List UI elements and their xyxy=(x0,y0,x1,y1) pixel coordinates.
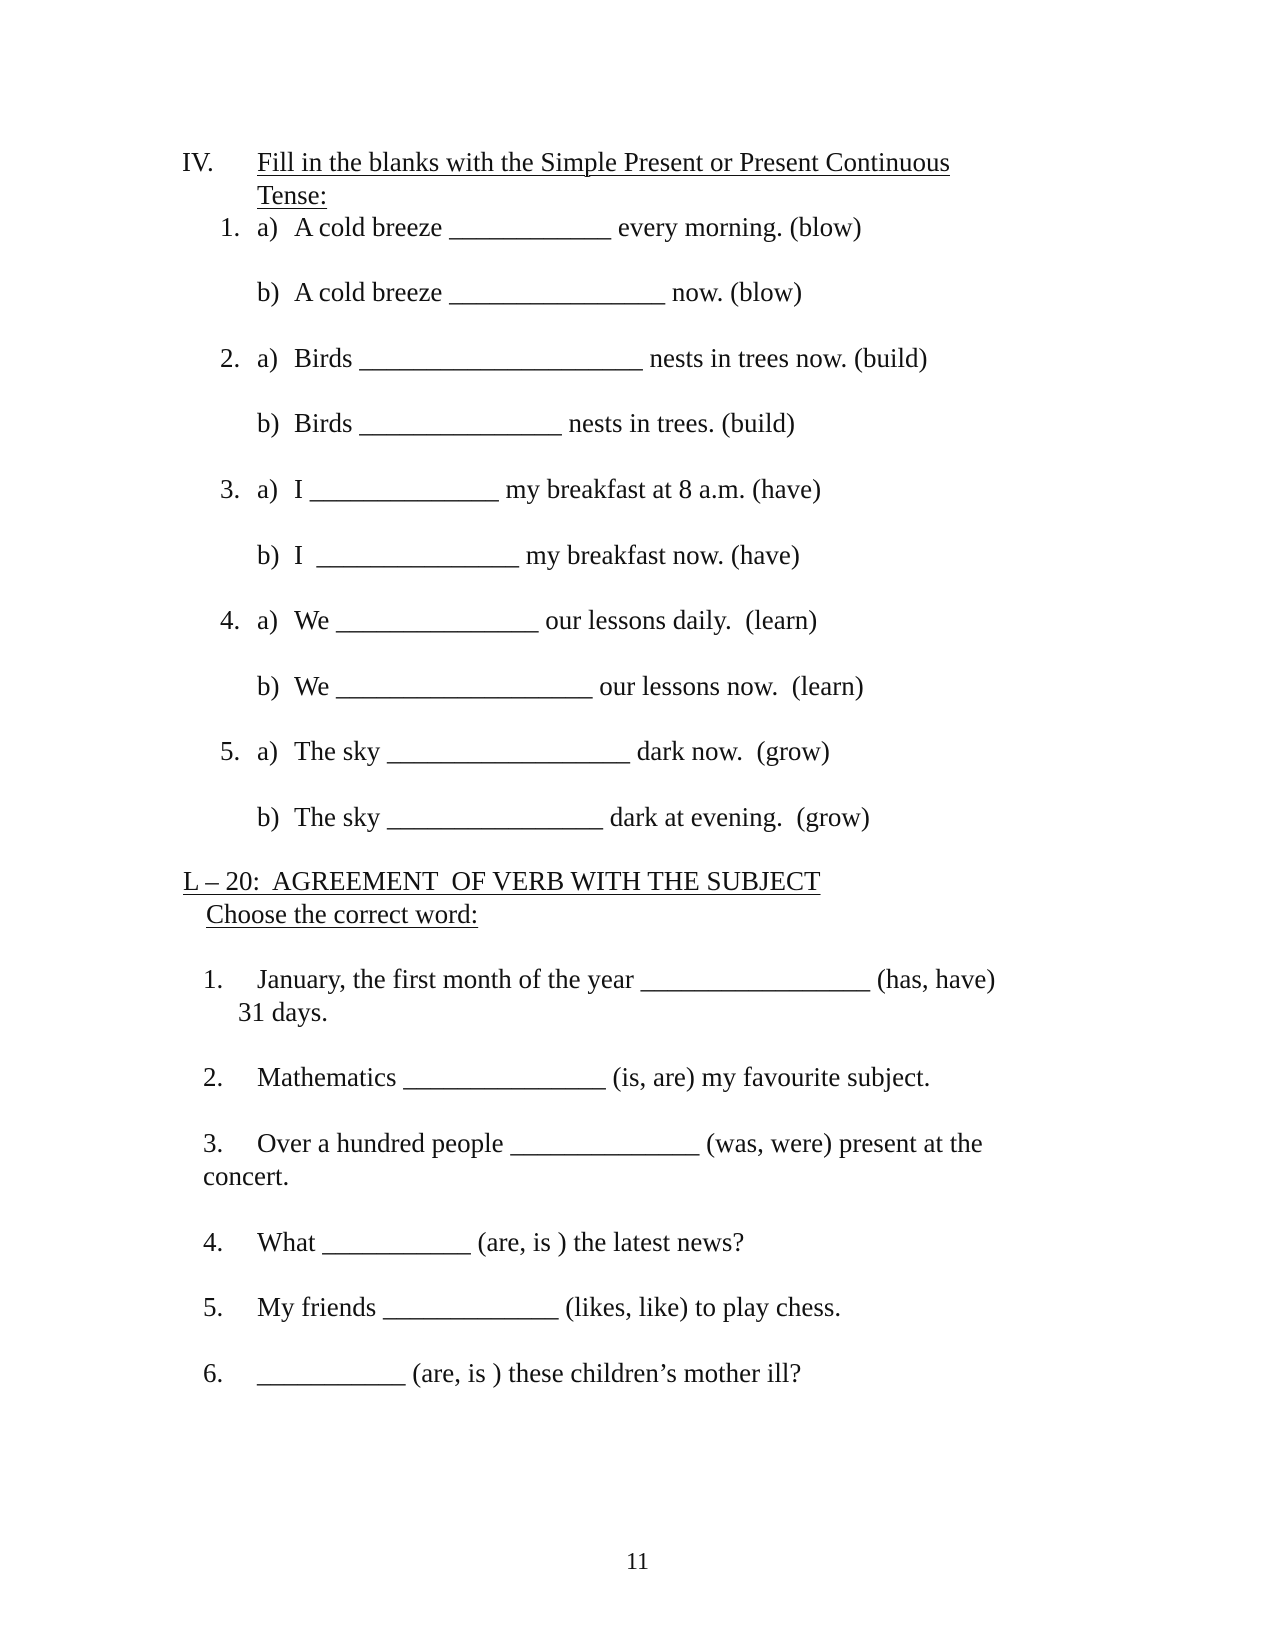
lesson-instruction: Choose the correct word: xyxy=(206,899,479,929)
item-a-label: a) xyxy=(257,212,278,242)
question-text: What ___________ (are, is ) the latest news? xyxy=(257,1227,745,1257)
question-text: ___________ (are, is ) these children’s mother ill? xyxy=(257,1358,802,1388)
item-number: 3. xyxy=(220,474,241,504)
item-number: 1. xyxy=(220,212,241,242)
item-a-label: a) xyxy=(257,605,278,635)
item-b-label: b) xyxy=(257,408,280,438)
item-b-label: b) xyxy=(257,802,280,832)
question-number: 2. xyxy=(203,1062,224,1092)
item-b-sentence: We ___________________ our lessons now. (learn) xyxy=(294,671,864,701)
item-a-sentence: I ______________ my breakfast at 8 a.m. (have) xyxy=(294,474,822,504)
question-text: Mathematics _______________ (is, are) my favourite subject. xyxy=(257,1062,931,1092)
item-number: 2. xyxy=(220,343,241,373)
lesson-title: L – 20: AGREEMENT OF VERB WITH THE SUBJECT xyxy=(183,866,821,896)
item-a-sentence: The sky __________________ dark now. (grow) xyxy=(294,736,830,766)
item-b-label: b) xyxy=(257,540,280,570)
question-continuation: concert. xyxy=(203,1161,290,1191)
item-number: 5. xyxy=(220,736,241,766)
item-b-sentence: I _______________ my breakfast now. (have) xyxy=(294,540,800,570)
item-b-sentence: A cold breeze ________________ now. (blow) xyxy=(294,277,803,307)
question-number: 6. xyxy=(203,1358,224,1388)
item-b-label: b) xyxy=(257,277,280,307)
item-a-sentence: Birds _____________________ nests in trees now. (build) xyxy=(294,343,928,373)
question-continuation: 31 days. xyxy=(238,997,328,1027)
question-number: 4. xyxy=(203,1227,224,1257)
question-number: 3. xyxy=(203,1128,224,1158)
item-b-sentence: The sky ________________ dark at evening. (grow) xyxy=(294,802,870,832)
item-a-label: a) xyxy=(257,736,278,766)
page-number: 11 xyxy=(625,1549,650,1575)
item-a-sentence: A cold breeze ____________ every morning. (blow) xyxy=(294,212,862,242)
question-text: Over a hundred people ______________ (was, were) present at the xyxy=(257,1128,983,1158)
section-heading-line1: Fill in the blanks with the Simple Present or Present Continuous xyxy=(257,147,950,177)
question-text: My friends _____________ (likes, like) to play chess. xyxy=(257,1292,842,1322)
item-a-label: a) xyxy=(257,474,278,504)
question-number: 5. xyxy=(203,1292,224,1322)
item-number: 4. xyxy=(220,605,241,635)
item-a-label: a) xyxy=(257,343,278,373)
question-text: January, the first month of the year _________________ (has, have) xyxy=(257,964,996,994)
item-b-label: b) xyxy=(257,671,280,701)
item-a-sentence: We _______________ our lessons daily. (learn) xyxy=(294,605,818,635)
question-number: 1. xyxy=(203,964,224,994)
section-heading-line2: Tense: xyxy=(257,180,328,210)
section-numeral: IV. xyxy=(182,147,214,177)
item-b-sentence: Birds _______________ nests in trees. (build) xyxy=(294,408,795,438)
